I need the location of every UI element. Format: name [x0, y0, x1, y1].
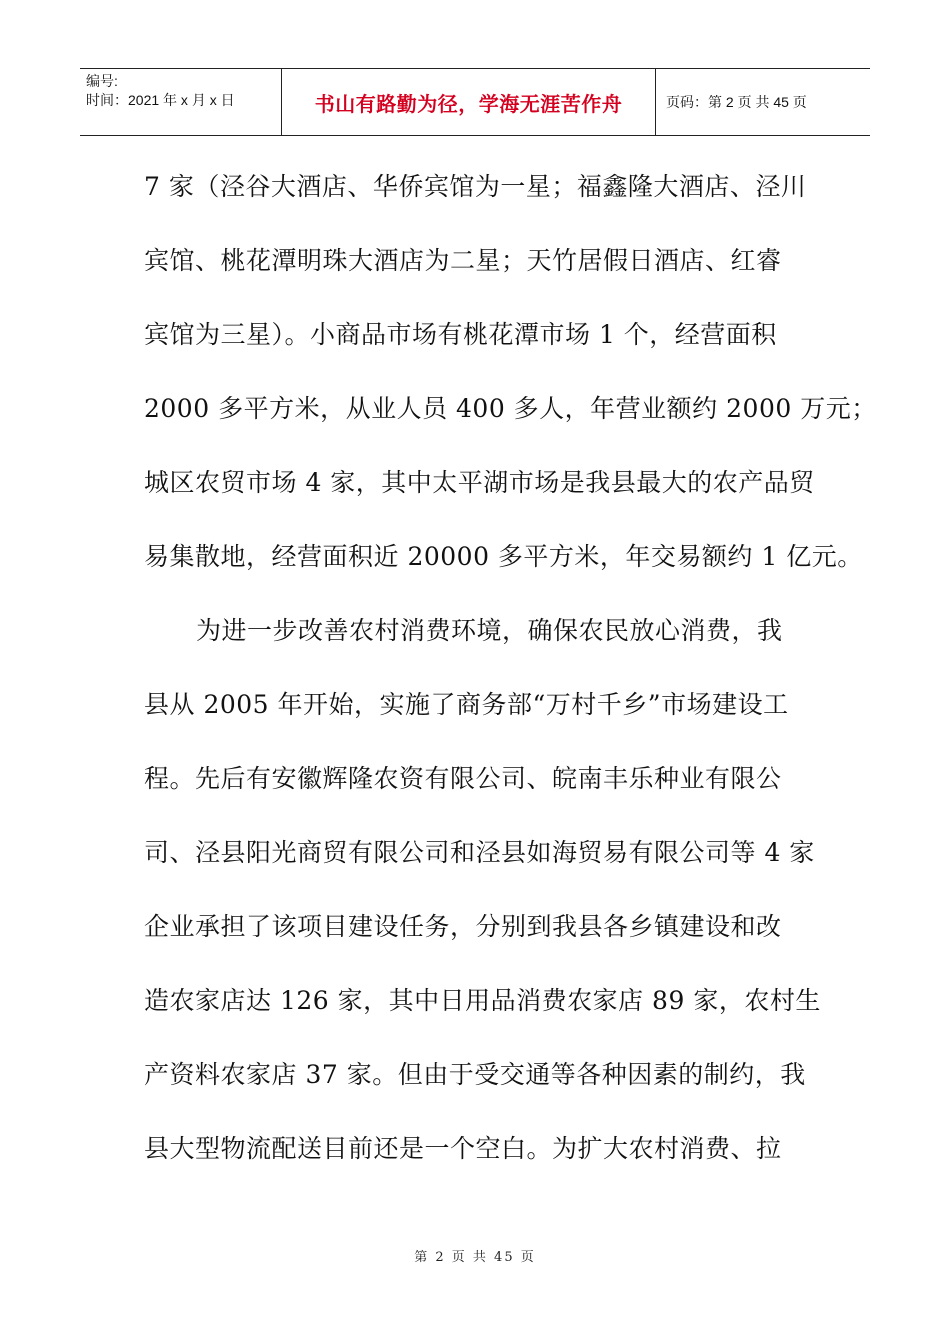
- body-line: 造农家店达 126 家，其中日用品消费农家店 89 家，农村生: [144, 986, 821, 1015]
- header-meta-cell: [80, 69, 282, 135]
- body-line: 宾馆、桃花潭明珠大酒店为二星；天竹居假日酒店、红睿: [144, 246, 782, 275]
- body-line: 7 家（泾谷大酒店、华侨宾馆为一星；福鑫隆大酒店、泾川: [144, 172, 807, 201]
- body-line: 易集散地，经营面积近 20000 多平方米，年交易额约 1 亿元。: [144, 542, 863, 571]
- body-line: 城区农贸市场 4 家，其中太平湖市场是我县最大的农产品贸: [144, 468, 815, 497]
- body-line: 2000 多平方米，从业人员 400 多人，年营业额约 2000 万元；: [144, 394, 877, 423]
- body-line: 程。先后有安徽辉隆农资有限公司、皖南丰乐种业有限公: [144, 764, 782, 793]
- header-motto: 书山有路勤为径，学海无涯苦作舟: [282, 69, 656, 135]
- paragraph-start-line: 为进一步改善农村消费环境，确保农民放心消费，我: [196, 616, 783, 645]
- body-line: 县从 2005 年开始，实施了商务部“万村千乡”市场建设工: [144, 690, 789, 719]
- body-line: 县大型物流配送目前还是一个空白。为扩大农村消费、拉: [144, 1134, 782, 1163]
- document-body: [144, 168, 877, 1204]
- document-date: 时间：2021 年 x 月 x 日: [86, 92, 235, 108]
- page-footer: 第 2 页 共 45 页: [414, 1250, 536, 1265]
- page-header: [80, 68, 870, 136]
- header-page-info: 页码：第 2 页 共 45 页: [666, 94, 807, 110]
- document-number-label: 编号:: [86, 73, 118, 89]
- body-line: 司、泾县阳光商贸有限公司和泾县如海贸易有限公司等 4 家: [144, 838, 815, 867]
- body-line: 产资料农家店 37 家。但由于受交通等各种因素的制约，我: [144, 1060, 806, 1089]
- body-line: 宾馆为三星）。小商品市场有桃花潭市场 1 个，经营面积: [144, 320, 777, 349]
- body-line: 企业承担了该项目建设任务，分别到我县各乡镇建设和改: [144, 912, 782, 941]
